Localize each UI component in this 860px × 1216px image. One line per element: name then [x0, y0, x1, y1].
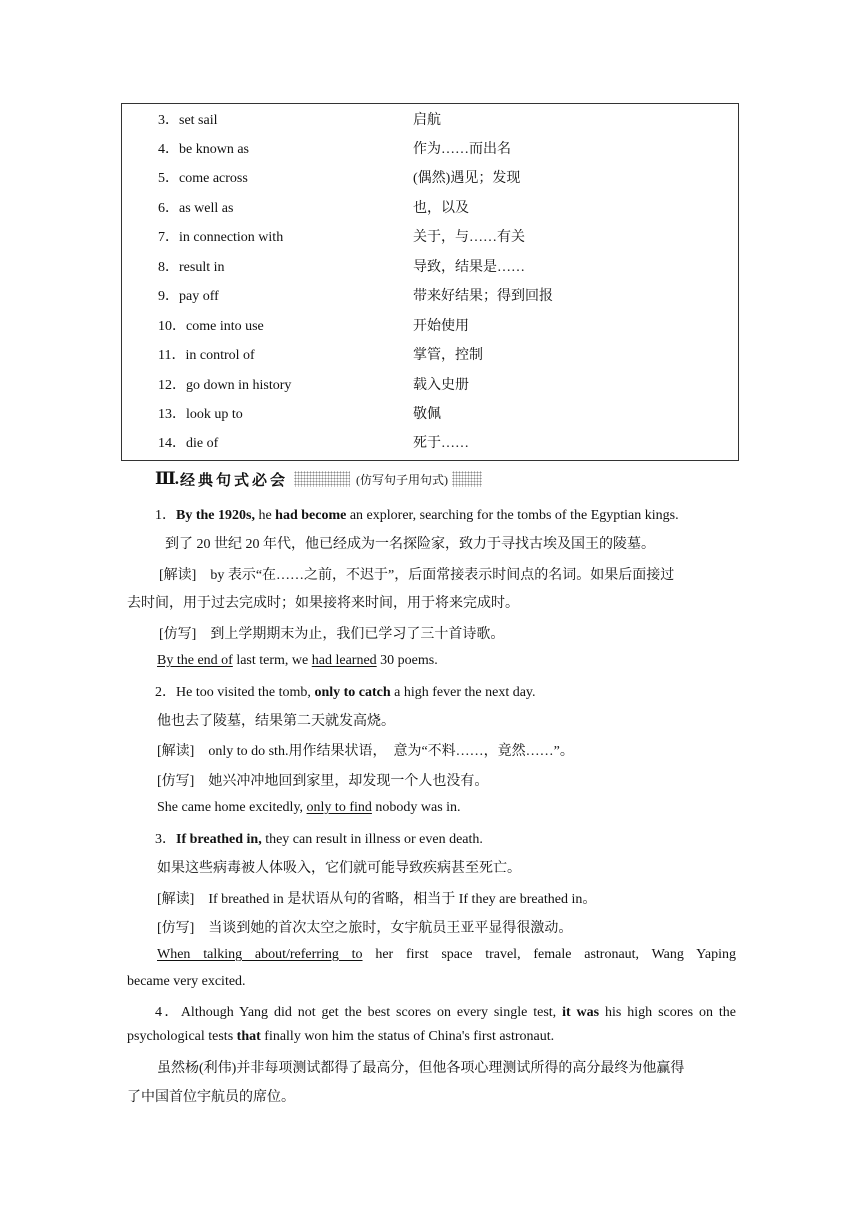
- text-fragment: finally won him the status of China's first astronaut.: [260, 1029, 555, 1044]
- phrase-chinese: 也，以及: [413, 201, 469, 216]
- text-fragment: nobody was in.: [371, 800, 461, 815]
- sentence-3-imitation-answer-cont: became very excited.: [127, 974, 246, 989]
- phrase-row: [122, 138, 738, 160]
- phrase-chinese: 死于……: [413, 436, 469, 451]
- phrase-chinese: 导致，结果是……: [413, 260, 525, 275]
- text-fragment: a high fever the next day.: [390, 685, 536, 700]
- text-fragment: he: [254, 508, 276, 523]
- phrase-english: 8．result in: [158, 260, 225, 275]
- sentence-3-imitation-prompt: [仿写] 当谈到她的首次太空之旅时，女宇航员王亚平显得很激动。: [157, 921, 573, 936]
- bold-phrase: If breathed in,: [176, 832, 262, 847]
- phrase-chinese: (偶然)遇见；发现: [413, 171, 521, 186]
- sentence-1-imitation-answer: [157, 653, 438, 669]
- phrase-chinese: 开始使用: [413, 319, 469, 334]
- sentence-2-english: [155, 681, 536, 701]
- phrase-table: [121, 103, 739, 461]
- sentence-4-english: [155, 1001, 736, 1021]
- phrase-chinese: 启航: [413, 113, 441, 128]
- sentence-2-translation: 他也去了陵墓，结果第二天就发高烧。: [157, 714, 395, 729]
- phrase-row: [122, 197, 738, 219]
- bold-phrase: only to catch: [314, 685, 391, 700]
- text-fragment: they can result in illness or even death.: [261, 832, 483, 847]
- sentence-number: 3．: [155, 832, 176, 847]
- text-fragment: her first space travel, female astronaut, Wang Yaping: [362, 947, 736, 962]
- bold-phrase: had become: [275, 508, 347, 523]
- phrase-row: [122, 256, 738, 278]
- sentence-1-translation: 到了 20 世纪 20 年代，他已经成为一名探险家，致力于寻找古埃及国王的陵墓。: [165, 537, 655, 552]
- sentence-1-note: [解读] by 表示“在……之前，不迟于”，后面常接表示时间点的名词。如果后面接过: [159, 568, 675, 583]
- bold-phrase: By the 1920s,: [176, 508, 255, 523]
- bold-phrase: it was: [562, 1005, 600, 1020]
- sentence-4-translation: 虽然杨(利伟)并非每项测试都得了最高分，但他各项心理测试所得的高分最终为他赢得: [157, 1061, 685, 1076]
- phrase-chinese: 载入史册: [413, 378, 469, 393]
- phrase-row: [122, 315, 738, 337]
- text-fragment: He too visited the tomb,: [176, 685, 315, 700]
- phrase-english: 13．look up to: [158, 407, 243, 422]
- sentence-2-note: [解读] only to do sth.用作结果状语， 意为“不料……，竟然……”。: [157, 744, 574, 759]
- phrase-english: 14．die of: [158, 436, 219, 451]
- phrase-chinese: 关于，与……有关: [413, 230, 525, 245]
- text-fragment: 30 poems.: [376, 653, 438, 668]
- phrase-row: [122, 374, 738, 396]
- phrase-english: 3．set sail: [158, 113, 218, 128]
- bold-phrase: that: [236, 1029, 261, 1044]
- phrase-row: [122, 226, 738, 248]
- sentence-2-imitation-answer: [157, 800, 461, 816]
- sentence-3-translation: 如果这些病毒被人体吸入，它们就可能导致疾病甚至死亡。: [157, 861, 521, 876]
- answer-blank: only to find: [306, 800, 372, 815]
- phrase-english: 9．pay off: [158, 289, 219, 304]
- text-fragment: an explorer, searching for the tombs of the Egyptian kings.: [346, 508, 679, 523]
- phrase-row: [122, 432, 738, 454]
- text-fragment: psychological tests: [127, 1029, 237, 1044]
- text-fragment: his high scores on the: [599, 1005, 736, 1020]
- answer-blank: had learned: [311, 653, 377, 668]
- dotted-ornament: [452, 471, 482, 487]
- phrase-english: 5．come across: [158, 171, 248, 186]
- section-title: 经典句式必会: [179, 470, 288, 489]
- phrase-chinese: 带来好结果；得到回报: [413, 289, 553, 304]
- answer-blank: When talking about/referring to: [157, 947, 363, 962]
- section-subtitle: (仿写句子用句式): [355, 472, 448, 487]
- sentence-1-imitation-prompt: [仿写] 到上学期期末为止，我们已学习了三十首诗歌。: [159, 627, 505, 642]
- phrase-row: [122, 285, 738, 307]
- phrase-row: [122, 344, 738, 366]
- phrase-english: 6．as well as: [158, 201, 234, 216]
- phrase-english: 11．in control of: [158, 348, 255, 363]
- sentence-3-note: [解读] If breathed in 是状语从句的省略，相当于 If they are breathed in。: [157, 892, 597, 907]
- phrase-english: 10．come into use: [158, 319, 264, 334]
- phrase-row: [122, 167, 738, 189]
- text-fragment: last term, we: [232, 653, 312, 668]
- phrase-english: 4．be known as: [158, 142, 249, 157]
- section-heading: [155, 466, 488, 492]
- sentence-4-english-cont: [127, 1029, 554, 1045]
- phrase-row: [122, 109, 738, 131]
- phrase-row: [122, 403, 738, 425]
- sentence-1-english: [155, 504, 679, 524]
- phrase-chinese: 掌管，控制: [413, 348, 483, 363]
- sentence-4-translation-cont: 了中国首位宇航员的席位。: [127, 1090, 295, 1105]
- sentence-3-english: [155, 828, 483, 848]
- answer-blank: By the end of: [157, 653, 233, 668]
- dotted-ornament: [294, 471, 350, 487]
- sentence-1-note-cont: 去时间，用于过去完成时；如果接将来时间，用于将来完成时。: [127, 596, 519, 611]
- section-number: Ⅲ.: [155, 469, 178, 488]
- phrase-english: 7．in connection with: [158, 230, 284, 245]
- sentence-number: 1．: [155, 508, 176, 523]
- sentence-number: 2．: [155, 685, 176, 700]
- phrase-chinese: 敬佩: [413, 407, 441, 422]
- phrase-chinese: 作为……而出名: [413, 142, 511, 157]
- phrase-english: 12．go down in history: [158, 378, 292, 393]
- text-fragment: 4．Although Yang did not get the best scores on every single test,: [155, 1005, 563, 1020]
- sentence-3-imitation-answer: [157, 947, 736, 963]
- sentence-2-imitation-prompt: [仿写] 她兴冲冲地回到家里，却发现一个人也没有。: [157, 774, 489, 789]
- text-fragment: She came home excitedly,: [157, 800, 307, 815]
